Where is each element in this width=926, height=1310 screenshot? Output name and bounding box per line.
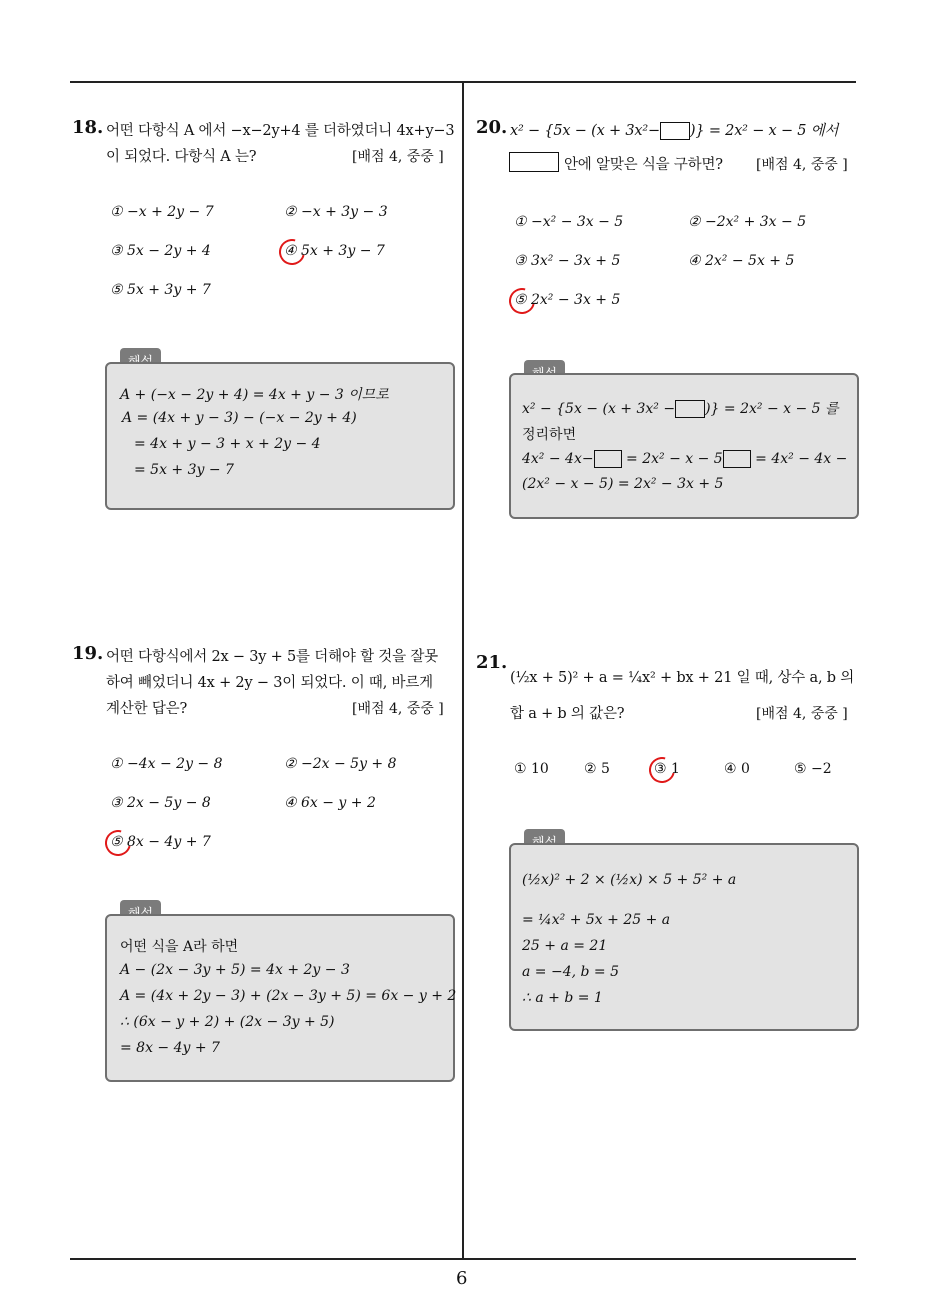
choice-3[interactable]: ③ 2x − 5y − 8 (110, 795, 211, 811)
choice-2[interactable]: ② −2x − 5y + 8 (284, 756, 397, 772)
solution-line: A − (2x − 3y + 5) = 4x + 2y − 3 (120, 962, 350, 978)
solution-line (522, 450, 847, 468)
solution-line: A = (4x + y − 3) − (−x − 2y + 4) (122, 410, 357, 426)
choice-1[interactable]: ① 10 (514, 761, 549, 777)
solution-line (522, 398, 839, 418)
choice-4[interactable]: ④ 5x + 3y − 7 (284, 243, 385, 259)
choice-1[interactable]: ① −x + 2y − 7 (110, 204, 214, 220)
answer-blank (675, 400, 705, 418)
question-text: 어떤 다항식에서 2x − 3y + 5를 더해야 할 것을 잘못 (106, 649, 438, 665)
solution-line: = 4x + y − 3 + x + 2y − 4 (134, 436, 321, 452)
choice-3[interactable]: ③ 1 (654, 761, 680, 777)
question-text: 계산한 답은? (106, 701, 188, 717)
solution-line: 25 + a = 21 (522, 938, 608, 954)
solution-line: ∴ (6x − y + 2) + (2x − 3y + 5) (120, 1014, 335, 1030)
question-text: 합 a + b 의 값은? (510, 706, 625, 722)
solution-line: ∴ a + b = 1 (522, 990, 603, 1006)
question-text-part: )} = 2x² − x − 5 에서 (689, 123, 839, 139)
column-divider (462, 82, 464, 1258)
choice-1[interactable]: ① −4x − 2y − 8 (110, 756, 223, 772)
solution-line: A + (−x − 2y + 4) = 4x + y − 3 이므로 (120, 387, 389, 403)
question-text-part: x² − {5x − (x + 3x²− (510, 123, 660, 139)
choice-2[interactable]: ② −x + 3y − 3 (284, 204, 388, 220)
answer-blank (660, 122, 690, 140)
points-label: [배점 4, 중중 ] (352, 701, 444, 717)
answer-blank (594, 450, 622, 468)
question-text: (½x + 5)² + a = ¼x² + bx + 21 일 때, 상수 a, b 의 (510, 670, 855, 686)
choice-4[interactable]: ④ 0 (724, 761, 750, 777)
question-text (510, 119, 838, 140)
question-number: 18. (72, 117, 104, 138)
solution-text-part: = 4x² − 4x − (750, 451, 848, 467)
solution-line: 정리하면 (522, 427, 577, 443)
question-number: 20. (476, 117, 508, 138)
solution-line: A = (4x + 2y − 3) + (2x − 3y + 5) = 6x − y + 2 (120, 988, 457, 1004)
answer-circle-mark (274, 234, 310, 270)
choice-1[interactable]: ① −x² − 3x − 5 (514, 214, 624, 230)
question-number: 19. (72, 643, 104, 664)
points-label: [배점 4, 중중 ] (756, 706, 848, 722)
choice-4[interactable]: ④ 2x² − 5x + 5 (688, 253, 795, 269)
choice-3[interactable]: ③ 3x² − 3x + 5 (514, 253, 621, 269)
solution-line: (½x)² + 2 × (½x) × 5 + 5² + a (522, 872, 737, 888)
choice-2[interactable]: ② −2x² + 3x − 5 (688, 214, 807, 230)
solution-text-part: = 2x² − x − 5 (621, 451, 723, 467)
choice-5[interactable]: ⑤ 5x + 3y + 7 (110, 282, 211, 298)
question-text: 이 되었다. 다항식 A 는? (106, 149, 257, 165)
question-text: 하여 빼었더니 4x + 2y − 3이 되었다. 이 때, 바르게 (106, 675, 433, 691)
choice-2[interactable]: ② 5 (584, 761, 610, 777)
choice-5[interactable]: ⑤ −2 (794, 761, 832, 777)
solution-text-part: )} = 2x² − x − 5 를 (705, 401, 839, 417)
question-number: 21. (476, 652, 508, 673)
bottom-rule (70, 1258, 856, 1260)
question-text: 어떤 다항식 A 에서 −x−2y+4 를 더하였더니 4x+y−3 (106, 123, 455, 139)
choice-4[interactable]: ④ 6x − y + 2 (284, 795, 376, 811)
solution-line: = 8x − 4y + 7 (120, 1040, 220, 1056)
points-label: [배점 4, 중중 ] (352, 149, 444, 165)
page-number: 6 (456, 1268, 468, 1289)
answer-blank (509, 152, 559, 172)
points-label: [배점 4, 중중 ] (756, 157, 848, 173)
solution-line: a = −4, b = 5 (522, 964, 620, 980)
solution-line: (2x² − x − 5) = 2x² − 3x + 5 (522, 476, 724, 492)
explanation-box (509, 373, 859, 519)
choice-3[interactable]: ③ 5x − 2y + 4 (110, 243, 211, 259)
solution-text-part: x² − {5x − (x + 3x² − (522, 401, 676, 417)
question-text: 안에 알맞은 식을 구하면? (564, 157, 723, 173)
solution-line: 어떤 식을 A라 하면 (120, 939, 239, 955)
choice-5[interactable]: ⑤ 8x − 4y + 7 (110, 834, 211, 850)
answer-blank (723, 450, 751, 468)
solution-text-part: 4x² − 4x− (522, 451, 594, 467)
choice-5[interactable]: ⑤ 2x² − 3x + 5 (514, 292, 621, 308)
solution-line: = ¼x² + 5x + 25 + a (522, 912, 671, 928)
solution-line: = 5x + 3y − 7 (134, 462, 234, 478)
